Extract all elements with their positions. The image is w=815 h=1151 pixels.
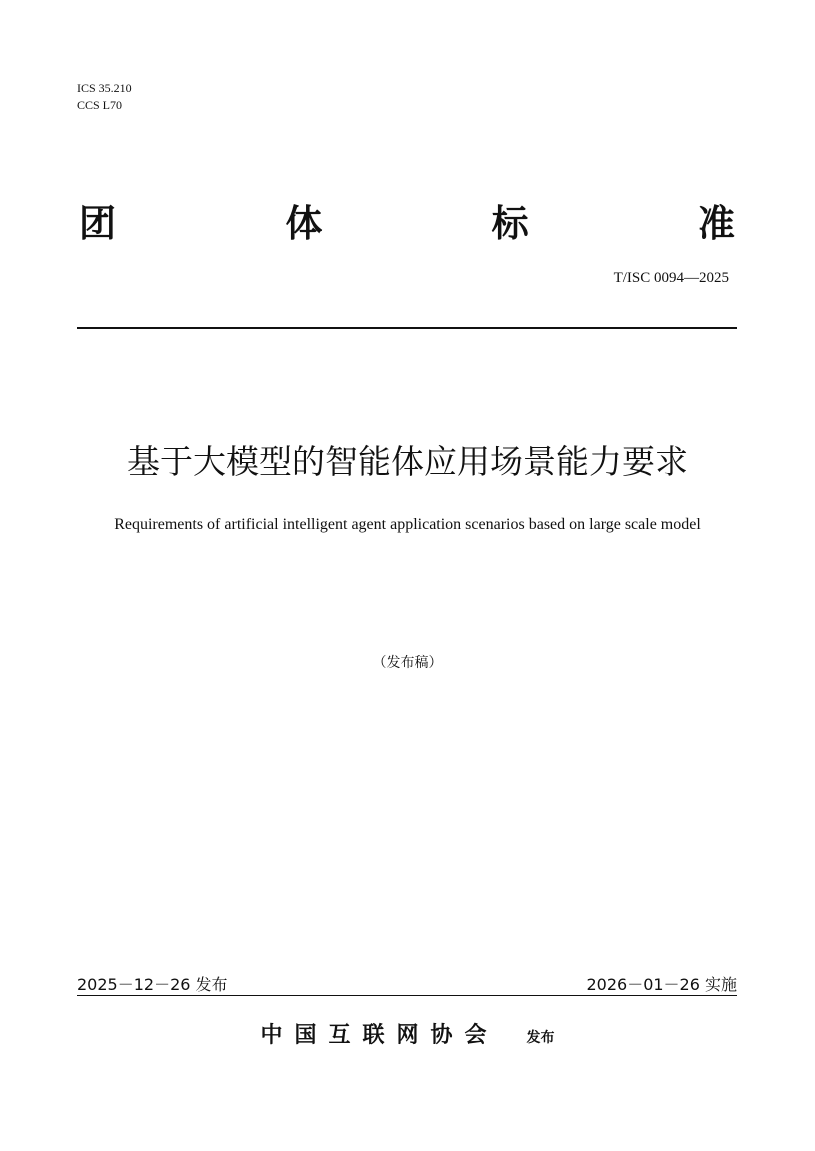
- header-divider: [77, 327, 737, 329]
- publish-date: 2025－12－26 发布: [77, 975, 228, 994]
- publisher-org: 中国互联网协会: [260, 1022, 499, 1048]
- ccs-code: CCS L70: [77, 98, 123, 112]
- implement-date: 2026－01－26 实施: [586, 975, 737, 994]
- standard-type-heading: [79, 202, 735, 246]
- standard-code: T/ISC 0094—2025: [613, 270, 729, 286]
- classification-block: [77, 80, 132, 114]
- standard-type-char: 标: [491, 202, 529, 245]
- publisher-line: [0, 1018, 815, 1048]
- document-title-chinese: 基于大模型的智能体应用场景能力要求: [127, 442, 688, 481]
- standard-type-char: 团: [79, 202, 116, 245]
- ics-code: ICS 35.210: [77, 81, 132, 95]
- standard-type-char: 准: [697, 202, 735, 245]
- document-title-english: Requirements of artificial intelligent agent application scenarios based on large scale model: [114, 516, 701, 533]
- draft-status: （发布稿）: [372, 655, 443, 671]
- standard-type-char: 体: [285, 202, 323, 245]
- dates-row: [77, 975, 737, 996]
- publisher-action: 发布: [526, 1030, 555, 1046]
